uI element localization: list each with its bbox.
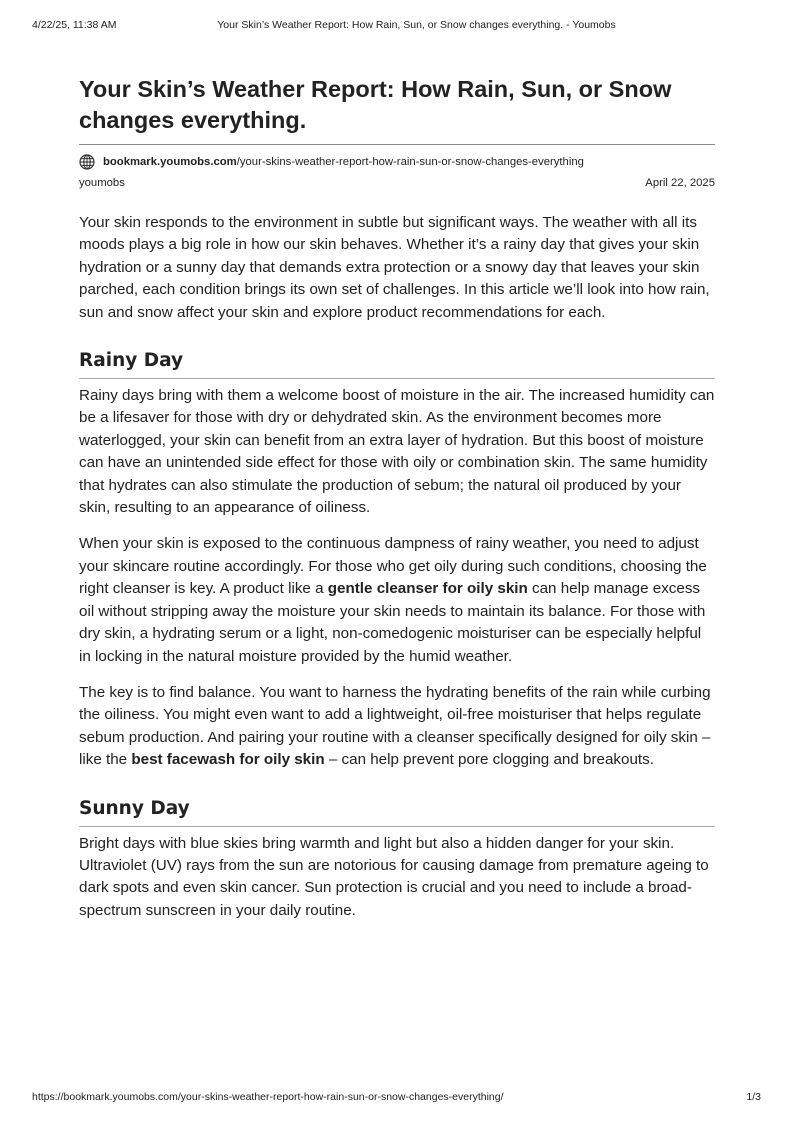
gentle-cleanser-link[interactable]: gentle cleanser for oily skin xyxy=(327,580,528,598)
print-url: https://bookmark.youmobs.com/your-skins-weather-report-how-rain-sun-or-snow-changes-everything/ xyxy=(32,1091,504,1103)
source-path: /your-skins-weather-report-how-rain-sun-or-snow-changes-everything xyxy=(236,156,584,168)
meta-row xyxy=(79,177,715,193)
rainy-p3-text-end: – can help prevent pore clogging and breakouts. xyxy=(324,751,654,769)
publish-date: April 22, 2025 xyxy=(645,177,715,189)
intro-paragraph: Your skin responds to the environment in subtle but significant ways. The weather with all its moods plays a big role in how our skin behaves. Whether it’s a rainy day that gives your skin hydration or a sunny day that demands extra protection or a snowy day that leaves your skin parched, each condition brings its own set of challenges. In this article we’ll look into how rain, sun and snow affect your skin and explore product recommendations for each. xyxy=(79,214,710,321)
rainy-paragraph-3 xyxy=(79,682,715,772)
source-domain: bookmark.youmobs.com xyxy=(103,156,237,168)
section-heading-rainy-day: Rainy Day xyxy=(79,349,715,379)
rainy-p2-text-end: can help manage excess oil without stripping away the moisture your skin needs to maintain its balance. For those with dry skin, a hydrating serum or a light, non-comedogenic moisturiser can be especially helpful in locking in the natural moisture provided by the humid weather. xyxy=(79,580,706,665)
author: youmobs xyxy=(79,177,125,189)
section-heading-sunny-day: Sunny Day xyxy=(79,797,715,827)
rainy-paragraph-2 xyxy=(79,533,715,667)
source-row xyxy=(79,152,715,172)
print-date: 4/22/25, 11:38 AM xyxy=(32,19,117,31)
article xyxy=(79,74,715,922)
rainy-p3-text-start: The key is to find balance. You want to harness the hydrating benefits of the rain while curbing the oiliness. You might even want to add a lightweight, oil-free moisturiser that helps regulate sebum production. And pairing your routine with a cleanser specifically designed for oily skin – like the xyxy=(79,683,711,769)
best-facewash-link[interactable]: best facewash for oily skin xyxy=(131,751,325,769)
sunny-paragraph-1: Bright days with blue skies bring warmth and light but also a hidden danger for your skin. Ultraviolet (UV) rays from the sun are notorious for causing damage from premature ageing to dark spots and even skin cancer. Sun protection is crucial and you need to include a broad-spectrum sunscreen in your daily routine. xyxy=(79,834,709,919)
rainy-paragraph-1: Rainy days bring with them a welcome boost of moisture in the air. The increased humidity can be a lifesaver for those with dry or dehydrated skin. As the environment becomes more waterlogged, your skin can benefit from an extra layer of hydration. But this boost of moisture can have an unintended side effect for those with oily or combination skin. The same humidity that hydrates can also stimulate the production of sebum; the natural oil produced by your skin, resulting to an appearance of oiliness. xyxy=(79,387,715,517)
article-title: Your Skin’s Weather Report: How Rain, Sun, or Snow changes everything. xyxy=(79,74,715,145)
page-number: 1/3 xyxy=(746,1091,761,1103)
globe-icon xyxy=(79,154,95,170)
print-page-title: Your Skin’s Weather Report: How Rain, Sun, or Snow changes everything. - Youmobs xyxy=(217,19,616,31)
rainy-p2-text-start: When your skin is exposed to the continuous dampness of rainy weather, you need to adjust your skincare routine accordingly. For those who get oily during such conditions, choosing the right cleanser is key. A product like a xyxy=(79,535,707,598)
source-link[interactable] xyxy=(103,156,584,168)
print-header xyxy=(32,19,761,33)
